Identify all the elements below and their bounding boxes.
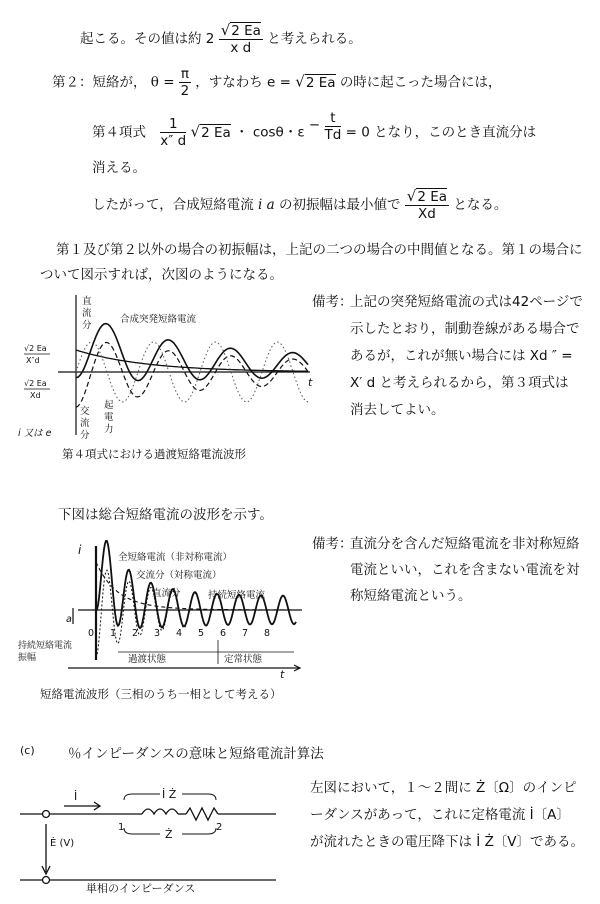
fig2-transient-label: 過渡状態 bbox=[128, 654, 167, 665]
case2-mid: ，すなわち e = bbox=[195, 74, 291, 91]
fig2-t-label: t bbox=[280, 668, 285, 680]
fig3-E-label: Ė (V) bbox=[50, 838, 75, 849]
note2-label: 備考： bbox=[312, 536, 353, 552]
concl-fraction: $\frac{√2 Ea}{Xd}$ bbox=[406, 187, 448, 222]
fig1-synth-label: 合成突発短絡電流 bbox=[120, 314, 197, 325]
fig2-steady-label: 定常状態 bbox=[224, 654, 263, 665]
fig1-l1-den: X″d bbox=[26, 356, 40, 365]
fig3-IZ-label: İ Ż bbox=[162, 788, 177, 801]
fig3-node-1: 1 bbox=[118, 822, 125, 833]
fig2-tick-2: 2 bbox=[132, 628, 139, 639]
fig1-dc-curve bbox=[76, 350, 308, 371]
term4-dot: ・ cosθ・ε bbox=[235, 124, 305, 141]
fig2-dc-label: 直流分 bbox=[152, 588, 181, 599]
fig3-resistor bbox=[186, 808, 218, 820]
fig3-terminal-bottom bbox=[43, 877, 50, 884]
note1-line4: X′ d と考えられるから，第３項式は bbox=[350, 375, 569, 391]
fig1-ac-3: 分 bbox=[80, 430, 90, 440]
case2-label: 第２：短絡が， bbox=[52, 74, 147, 91]
concl-pre: したがって，合成短絡電流 bbox=[92, 197, 254, 213]
concl-den: Xd bbox=[418, 206, 436, 222]
term-4-continued: 消える。 bbox=[92, 160, 146, 176]
term4-minus: − bbox=[308, 116, 321, 133]
fig2-full-label: 全短絡電流（非対称電流） bbox=[118, 552, 233, 563]
para1-line1: 第１及び第２以外の場合の初振幅は，上記の二つの場合の中間値となる。第１の場合に bbox=[56, 242, 583, 258]
fig2-a-label: a bbox=[66, 614, 72, 625]
note1-line3: あるが，これが無い場合には Xd ″ = bbox=[350, 348, 573, 364]
fig2-tick-3: 3 bbox=[154, 628, 161, 639]
fig2-ac-label: 交流分（対称電流） bbox=[136, 570, 222, 581]
concl-num: 2 Ea bbox=[417, 189, 448, 205]
note2-line1: 直流分を含んだ短絡電流を非対称短絡 bbox=[350, 536, 580, 552]
term4-xd: x″ d bbox=[160, 133, 187, 149]
case2-root: 2 Ea bbox=[305, 74, 336, 91]
term4-label: 第４項式 bbox=[92, 124, 146, 141]
note1-line1: 上記の突発短絡電流の式は42ページで bbox=[350, 294, 583, 310]
para3-line1: 左図において，１〜２間に Ż〔Ω〕のインピ bbox=[310, 780, 577, 796]
fig2-tick-4: 4 bbox=[176, 628, 183, 639]
note1-line5: 消去してよい。 bbox=[350, 402, 445, 418]
term4-fraction bbox=[160, 116, 186, 149]
fig2-susamp-1: 持続短絡電流 bbox=[18, 641, 73, 651]
term4-td: Td bbox=[324, 127, 342, 143]
term4-t: t bbox=[325, 110, 342, 127]
fig3-node-2: 2 bbox=[216, 822, 223, 833]
fig2-sus-label: 持続短絡電流 bbox=[208, 590, 266, 601]
fig1-ac-2: 流 bbox=[80, 418, 90, 429]
line-1 bbox=[80, 22, 362, 56]
fig1-l2-num: √2 Ea bbox=[24, 379, 47, 388]
term4-exp-fraction bbox=[325, 110, 342, 143]
line1-fraction: $\frac{√2 Ea}{\text{x d}}$ bbox=[220, 21, 261, 56]
term4-one: 1 bbox=[160, 116, 186, 133]
case2-theta: θ = bbox=[150, 74, 175, 91]
term4-root: 2 Ea bbox=[201, 124, 231, 141]
para1-line2: ついて図示すれば，次図のようになる。 bbox=[40, 267, 283, 283]
concl-mid: の初振幅は最小値で bbox=[279, 197, 401, 213]
term4-post: = 0 となり，このとき直流分は bbox=[345, 124, 537, 141]
note2-line2: 電流といい，これを含まない電流を対 bbox=[350, 562, 580, 578]
fig1-dc-1: 直 bbox=[82, 296, 92, 307]
case2-post: の時に起こった場合には， bbox=[339, 74, 502, 91]
note2-line3: 称短絡電流という。 bbox=[350, 588, 472, 604]
fig3-caption: 単相のインピーダンス bbox=[86, 882, 196, 895]
term-4-line: 第４項式 $\frac{1}{x'' d}$ √2 Ea ・ cosθ・ε − $\frac{t}{Td}$ = 0 となり，このとき直流分は bbox=[92, 110, 537, 149]
para3-line2: ーダンスがあって，これに定格電流 İ〔A〕 bbox=[310, 807, 570, 823]
fig2-susamp-2: 振幅 bbox=[18, 653, 37, 663]
fig2-caption: 短絡電流波形（三相のうち一相として考える） bbox=[40, 687, 282, 701]
figure-transient-waveform bbox=[18, 290, 318, 440]
fig3-inductor bbox=[142, 809, 178, 814]
fig1-emf-1: 起 bbox=[104, 400, 114, 411]
fig3-Z-label: Ż bbox=[165, 828, 173, 841]
line1-coef: 2 bbox=[205, 31, 215, 47]
fig3-lower-brace-right bbox=[182, 828, 216, 834]
fig3-terminal-top bbox=[43, 811, 50, 818]
line1-den: x d bbox=[230, 40, 252, 56]
section-c-mark: (c) bbox=[20, 744, 35, 757]
note1-line2: 示したとおり，制動巻線がある場合で bbox=[350, 321, 580, 337]
fig2-tick-7: 7 bbox=[242, 628, 249, 639]
note1-label: 備考： bbox=[312, 294, 353, 310]
concl-ia: i a bbox=[258, 197, 275, 213]
case2-two: 2 bbox=[180, 83, 190, 99]
section-c-title: ％インピーダンスの意味と短絡電流計算法 bbox=[68, 746, 324, 762]
fig1-dc-3: 分 bbox=[82, 320, 92, 331]
fig1-emf-2: 電 bbox=[104, 412, 114, 423]
fig1-emf-3: 力 bbox=[104, 424, 114, 435]
conclusion-line bbox=[92, 188, 507, 222]
fig1-i-axis-label: i 又は e bbox=[18, 428, 52, 439]
line1-post: と考えられる。 bbox=[267, 31, 362, 47]
para3-line3: が流れたときの電圧降下は İ Ż〔V〕である。 bbox=[310, 834, 585, 850]
fig1-t-label: t bbox=[308, 376, 313, 389]
case2-pi: π bbox=[180, 66, 189, 82]
concl-post: となる。 bbox=[453, 197, 508, 213]
fig3-I-label: İ bbox=[74, 790, 78, 803]
fig3-brace-right bbox=[182, 794, 216, 800]
fig1-ac-1: 交 bbox=[80, 406, 90, 417]
case-2-line: 第２：短絡が， θ = $\frac{\pi}{2}$ ，すなわち e = √2 Ea の時に起こった場合には， bbox=[52, 66, 502, 99]
fig2-tick-5: 5 bbox=[198, 628, 205, 639]
line1-num: 2 Ea bbox=[231, 23, 261, 39]
fig1-dc-2: 流 bbox=[82, 308, 92, 319]
fig2-tick-6: 6 bbox=[220, 628, 227, 639]
fig2-i-label: i bbox=[78, 543, 82, 557]
figure-single-phase-impedance bbox=[20, 774, 285, 892]
line1-pre: 起こる。その値は約 bbox=[80, 31, 202, 47]
fig2-tick-8: 8 bbox=[264, 628, 271, 639]
fig1-l2-den: Xd bbox=[30, 391, 41, 400]
fig1-l1-num: √2 Ea bbox=[24, 344, 47, 353]
case2-pi-fraction bbox=[179, 66, 191, 99]
para2: 下図は総合短絡電流の波形を示す。 bbox=[58, 507, 273, 523]
fig1-caption: 第４項式における過渡短絡電流波形 bbox=[62, 447, 246, 461]
fig2-tick-1: 1 bbox=[110, 628, 117, 639]
fig2-tick-0: 0 bbox=[88, 628, 95, 639]
fig3-lower-brace-left bbox=[124, 828, 160, 834]
figure-total-short-circuit bbox=[18, 540, 308, 680]
fig3-brace-left bbox=[124, 794, 160, 800]
